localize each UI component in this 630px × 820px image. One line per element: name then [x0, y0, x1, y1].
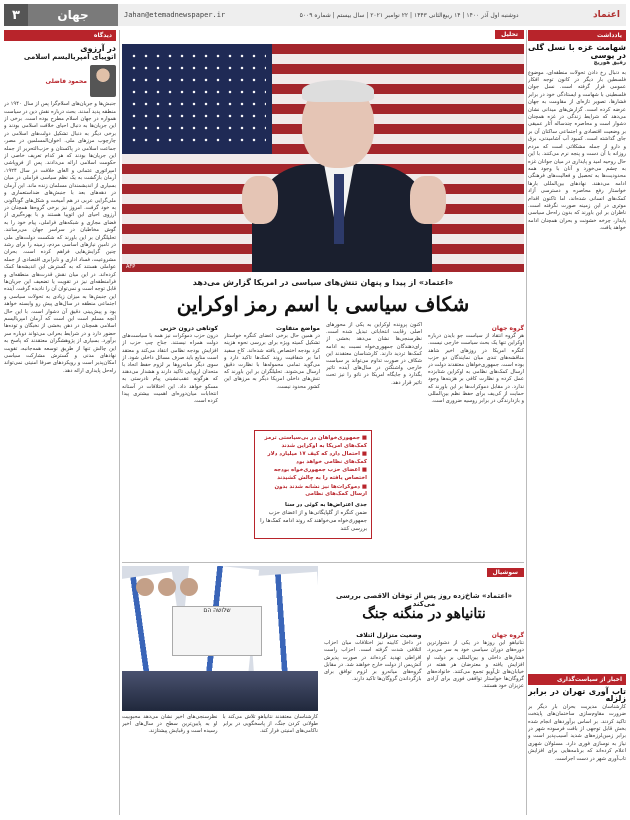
lower-left-col-2: نظرسنجی‌های اخیر نشان می‌دهد محبوبیت او به پایین‌ترین سطح در سال‌های اخیر رسیده است و رقبایش پیشتازند.: [122, 714, 218, 735]
pull-subtext: ضمن کنگره از گلپایگانی‌ها و از اعضای حزب جمهوری‌خواه می‌خواهند که روند ادامه کمک‌ها را بررسی کنند: [260, 510, 367, 532]
photo-credit: AFP: [126, 264, 136, 270]
issue-info: دوشنبه اول آذر ۱۴۰۰ | ۱۴ ربیع‌الثانی ۱۴۴۳ | ۲۲ نوامبر ۲۰۲۱ | سال بیستم | شماره ۵۰۰۹: [299, 11, 519, 19]
article-col-1-heading: گروه جهان: [491, 325, 524, 332]
note-banner: یادداشت: [528, 30, 626, 41]
author-avatar: [90, 65, 116, 97]
second-col-2: [324, 630, 422, 815]
note-author: رفیق هوریچ: [593, 60, 626, 67]
article-col-3-text: در همین حال برخی اعضای کنگره خواستار تشکیل کمیته ویژه برای بررسی نحوه هزینه کرد بودجه اختصاص یافته شده‌اند. کاخ سفید اما بر شفافیت روند کمک‌ها تاکید دارد و می‌گوید تمامی محموله‌ها با نظارت دقیق ارسال می‌شوند. تحلیلگران بر این باورند که تنش‌های داخلی امریکا دیگر به مرزهای این کشور محدود نیست.: [224, 333, 320, 390]
second-kicker: «اعتماد» شاخ‌زده روز پس از توفان الاقصی بررسی می‌کند: [335, 592, 513, 608]
opinion-banner: دیدگاه: [4, 30, 116, 41]
opinion-subtitle: اتوپیای امپریالیسم اسلامی: [23, 52, 116, 61]
article-col-3-heading: مواضع متفاوت: [275, 325, 320, 332]
header-info: [118, 4, 626, 26]
pull-item: ■ دموکرات‌ها نیز نشانه شدند بدون ارسال کمک‌های نظامی: [274, 483, 367, 498]
pull-item: ■ جمهوری‌خواهان در بی‌سیاستی ترمز کمک‌های امریکا به اوکراین شدند: [264, 435, 367, 449]
article-col-4-heading: کوتاهی درون حزبی: [160, 325, 218, 332]
news-body: کارشناسان مدیریت بحران بار دیگر بر ضرورت مقاوم‌سازی ساختمان‌های پایتخت تاکید کردند. بر اساس برآوردهای انجام شده بخش قابل توجهی از بافت فرسوده شهر در برابر زمین‌لرزه‌های شدید آسیب‌پذیر است و نیاز به نوسازی فوری دارد. مسئولان شهری اعلام کرده‌اند که برنامه‌هایی برای افزایش تاب‌آوری شهر در دست اجراست.: [528, 703, 626, 762]
second-article-body: [324, 630, 524, 815]
news-banner: اخبار از سیاست‌گذاری: [528, 674, 626, 685]
second-col-1: [427, 630, 525, 815]
second-col-1-text: نتانیاهو این روزها در یکی از دشوارترین دوره‌های دوران سیاسی خود به سر می‌برد. فشارهای داخلی و بین‌المللی بر دولت او افزایش یافته و معترضان هر هفته در خیابان‌های تل‌آویو تجمع می‌کنند. خانواده‌های گروگان‌ها خواستار توافقی فوری برای آزادی عزیزان خود هستند.: [426, 640, 524, 690]
page-header: [4, 4, 626, 26]
pull-item: ■ احتمال دارد که کیف ۱۷ میلیارد دلار کمک‌های نظامی خواهد بود: [267, 451, 367, 465]
article-col-4: [122, 322, 218, 570]
photo-caption-cols: [122, 714, 318, 815]
second-article: [122, 564, 524, 815]
author-box: [4, 65, 116, 97]
article-col-4-text: درون حزب دموکرات نیز همه با سیاست‌های دولت همراه نیستند. جناح چپ حزب از افزایش بودجه نظامی انتقاد می‌کند و معتقد است منابع باید صرف مسائل داخلی شود. از سوی دیگر میانه‌روها بر لزوم حفظ اتحاد با متحدان اروپایی تاکید دارند و هشدار می‌دهند که هرگونه عقب‌نشینی پیام نادرستی به مسکو خواهد داد. این اختلافات در آستانه انتخابات میان‌دوره‌ای اهمیت بیشتری پیدا کرده است.: [122, 333, 218, 405]
article-col-1: [428, 322, 524, 570]
main-photo: [122, 44, 524, 272]
divider: [122, 562, 524, 563]
author-name: محمود فاضلی: [45, 77, 87, 85]
second-col-2-heading: وضعیت متزلزل ائتلاف: [356, 632, 422, 639]
article-col-2-text: اکنون پرونده اوکراین به یکی از محورهای اصلی رقابت انتخاباتی تبدیل شده است. نظرسنجی‌ها نشان می‌دهد بخشی از رای‌دهندگان جمهوری‌خواه نسبت به ادامه کمک‌ها تردید دارند. کارشناسان معتقدند این شکاف در صورت تداوم می‌تواند بر سیاست خارجی واشنگتن در سال‌های آینده تاثیر بگذارد و جایگاه امریکا در ناتو را نیز تحت تاثیر قرار دهد.: [326, 322, 422, 386]
second-headline[interactable]: نتانیاهو در منگنه جنگ: [362, 606, 486, 622]
note-title: شهامت غزه با نسل گلی در یوسی: [528, 43, 626, 60]
second-banner: سوشیال: [487, 568, 524, 577]
note-body: به دنبال رخ دادن تحولات منطقه‌ای، موضوع فلسطین بار دیگر در کانون توجه افکار عمومی قرار گرفته است. نسل جوان فلسطینی با شهامت و ایستادگی خود در برابر فشارها، تصویر تازه‌ای از مقاومت به جهان عرضه کرده است. گزارش‌های میدانی نشان می‌دهد که شرایط زندگی در غزه همچنان دشوار است و محاصره چندساله آثار عمیقی بر وضعیت اقتصادی و اجتماعی ساکنان آن بر جای گذاشته است. کمبود آب آشامیدنی، برق و دارو از جمله مشکلاتی است که مردم روزانه با آن دست و پنجه نرم می‌کنند. با این حال روحیه امید و پایداری در میان جوانان غزه به چشم می‌خورد و آنان با وجود همه محدودیت‌ها به تحصیل و فعالیت‌های فرهنگی ادامه می‌دهند. نهادهای بین‌المللی بارها خواستار رفع محاصره و دسترسی آزاد کمک‌های انسانی شده‌اند، اما تاکنون اقدام موثری در این زمینه صورت نگرفته است. ناظران بر این باورند که بدون راه‌حل سیاسی پایدار، چرخه خشونت و بحران همچنان ادامه خواهد یافت.: [528, 69, 626, 232]
main-headline[interactable]: شکاف سیاسی با اسم رمز اوکراین: [176, 292, 470, 316]
page-number: ۳: [4, 4, 28, 26]
lower-left-col-1: کارشناسان معتقدند نتانیاهو تلاش می‌کند با طولانی کردن جنگ، از پاسخگویی در برابر ناکامی‌های امنیتی فرار کند.: [222, 714, 318, 735]
section-email[interactable]: Jahan@etemadnewspaper.ir: [124, 11, 226, 19]
pull-item: ■ اعضای حزب جمهوری‌خواه بودجه اختصاص یافته را به چالش کشیدند: [273, 467, 367, 481]
section-title: جهان: [28, 4, 118, 26]
opinion-body: جنبش‌ها و جریان‌های اسلام‌گرا پس از سال ۱۹۴۰ در منطقه پدید آمدند. بحث درباره نقش دین در سیاست همواره در جهان اسلام مطرح بوده است. برخی از این جریان‌ها به دنبال احیای خلافت اسلامی بودند و برخی دیگر به دنبال تشکیل دولت‌های اسلامی در چارچوب مرزهای ملی. اخوان‌المسلمین در مصر، جماعت اسلامی در پاکستان و حزب‌التحریر از جمله این جریان‌ها بودند که هر کدام تعریف خاصی از حکومت اسلامی ارائه می‌دادند. پس از فروپاشی امپراتوری عثمانی و الغای خلافت در سال ۱۹۲۴، آرمان بازگشت به یک نظم سیاسی فراملی در میان بسیاری از اندیشمندان مسلمان زنده ماند. این آرمان در دهه‌های بعد با جنبش‌های ضداستعماری و ملی‌گرایی عربی در هم آمیخت و شکل‌های گوناگونی به خود گرفت. امروز نیز برخی گروه‌ها همچنان در آرزوی احیای این اتوپیا هستند و با بهره‌گیری از فضای مجازی و شبکه‌های فراملی، پیام خود را به گوش مخاطبان در سراسر جهان می‌رسانند. تحلیلگران بر این باورند که شکست دولت‌های ملی در تامین نیازهای اساسی مردم، زمینه را برای رشد چنین گرایش‌هایی فراهم کرده است. بحران مشروعیت، فساد اداری و نابرابری اقتصادی از جمله عواملی هستند که به گسترش این اندیشه‌ها کمک کرده‌اند. در این میان نقش قدرت‌های منطقه‌ای و فرامنطقه‌ای نیز در تقویت یا تضعیف این جریان‌ها قابل توجه است و نمی‌توان آن را نادیده گرفت. آینده این جنبش‌ها به میزان زیادی به تحولات سیاسی و اجتماعی منطقه در سال‌های پیش رو وابسته خواهد بود و پیش‌بینی دقیق آن دشوار است. با این حال آنچه مسلم است این است که آرمان امپریالیسم اسلامی همچنان در ذهن بخشی از نخبگان و توده‌ها حضور دارد و در شرایط بحرانی می‌تواند دوباره سر برآورد. بسیاری از پژوهشگران معتقدند که پاسخ به این چالش تنها از طریق توسعه همه‌جانبه، تقویت نهادهای مدنی و گسترش مشارکت سیاسی امکان‌پذیر است و رویکردهای صرفا امنیتی نمی‌تواند راه‌حل پایداری ارائه دهد.: [4, 101, 116, 374]
main-area: [122, 30, 524, 815]
poster-faces: [128, 578, 206, 596]
column-divider-right: [526, 30, 527, 815]
second-col-1-heading: گروه جهان: [491, 632, 524, 639]
pull-quote-box: [254, 430, 372, 539]
news-title: تاب آوری تهران در برابر زلزله: [528, 687, 626, 704]
second-col-2-text: در داخل کابینه نیز اختلافات میان احزاب ائتلافی شدت گرفته است. احزاب راست افراطی تهدید کرده‌اند در صورت پذیرش آتش‌بس از دولت خارج خواهند شد. در مقابل گروه‌های میانه‌رو بر لزوم توافق برای بازگرداندن گروگان‌ها تاکید دارند.: [324, 640, 422, 683]
newspaper-logo: اعتماد: [593, 10, 620, 20]
opinion-title: در آرزوی: [80, 44, 116, 54]
pull-subheading: جدی اعتراض‌ها به کوئی در سنا: [285, 501, 367, 508]
protest-photo: [122, 566, 318, 711]
analysis-banner: تحلیل: [495, 30, 524, 39]
main-kicker: «اعتماد» از پیدا و پنهان تنش‌های سیاسی در امریکا گزارش می‌دهد: [192, 278, 454, 287]
opinion-column: [4, 30, 116, 815]
protest-sign: שלושה הם: [172, 606, 262, 656]
article-col-1-text: هر گروه انتقاد از سیاست جو بایدن درباره اوکراین تنها یک بحث سیاست خارجی نیست. کنگره امریکا در روزهای اخیر شاهد مناقشه‌های تندی میان نمایندگان دو حزب بوده است. جمهوری‌خواهان معتقدند دولت در ارسال کمک‌های نظامی به اوکراین شتابزده عمل کرده و نظارت کافی بر هزینه‌ها وجود ندارد. در مقابل دموکرات‌ها بر این باورند که حمایت از کی‌یف برای حفظ نظم بین‌المللی و بازدارندگی در برابر روسیه ضروری است.: [428, 333, 524, 405]
speaker-figure: [242, 84, 442, 272]
note-column: [528, 30, 626, 815]
column-divider-left: [119, 30, 120, 815]
